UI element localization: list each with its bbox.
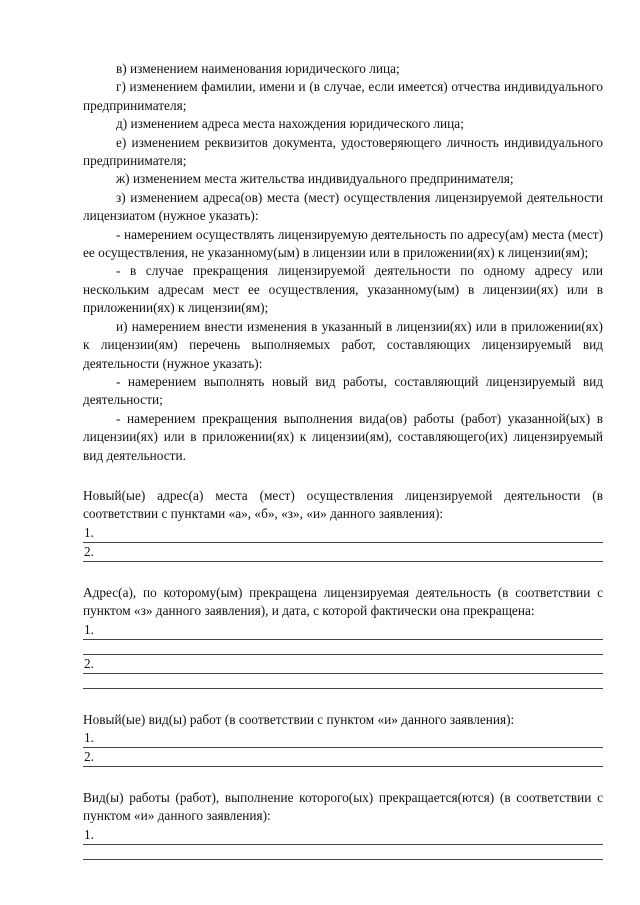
item-i-sub-2: - намерением прекращения выполнения вида(ов) работы (работ) указанной(ых) в лицензии(ях) или в приложении(ях) к лицензии(ям), составляющего(их) лицензируемый вид деятельности.: [83, 410, 603, 463]
new-address-field-2[interactable]: [83, 543, 603, 562]
stopped-address-field-1[interactable]: [83, 621, 603, 640]
item-z: з) изменением адреса(ов) места (мест) осуществления лицензируемой деятельности лицензиатом (нужное указать):: [83, 189, 603, 224]
item-g: г) изменением фамилии, имени и (в случае, если имеется) отчества индивидуального предпринимателя;: [83, 79, 603, 113]
new-works-title: Новый(ые) вид(ы) работ (в соответствии с пунктом «и» данного заявления):: [83, 711, 515, 727]
field-number: 2.: [84, 748, 94, 764]
stopped-address-field-2[interactable]: [83, 655, 603, 674]
field-number: 1.: [84, 524, 94, 540]
item-e: е) изменением реквизитов документа, удостоверяющего личность индивидуального предпринимателя;: [83, 134, 603, 169]
stopped-works-field-1[interactable]: [83, 826, 603, 845]
item-v: в) изменением наименования юридического лица;: [116, 61, 400, 76]
field-number: 2.: [84, 543, 94, 559]
stopped-works-field-1-cont[interactable]: [83, 845, 603, 860]
new-address-section: [83, 487, 603, 562]
stopped-address-section: [83, 584, 603, 689]
item-z-sub-2: - в случае прекращения лицензируемой деятельности по одному адресу или нескольким адресам мест ее осуществления, указанному(ым) в лицензии(ях) или в приложении(ях) к лицензии(ям);: [83, 263, 603, 316]
item-i-sub-1: - намерением выполнять новый вид работы, составляющий лицензируемый вид деятельности;: [83, 373, 603, 408]
item-zh: ж) изменением места жительства индивидуального предпринимателя;: [116, 171, 514, 187]
item-i: и) намерением внести изменения в указанный в лицензии(ях) или в приложении(ях) к лицензии(ям) перечень выполняемых работ, составляющих лицензируемый вид деятельности (нужное указать):: [83, 318, 603, 371]
new-address-field-1[interactable]: [83, 524, 603, 543]
stopped-address-title: Адрес(а), по которому(ым) прекращена лицензируемая деятельность (в соответствии с пунктом «з» данного заявления), и дата, с которой фактически она прекращена:: [83, 584, 603, 619]
document-content: [83, 60, 603, 860]
new-works-field-2[interactable]: [83, 748, 603, 767]
new-address-title: Новый(ые) адрес(а) места (мест) осуществления лицензируемой деятельности (в соответствии с пунктами «а», «б», «з», «и» данного заявления):: [83, 487, 603, 522]
new-works-field-1[interactable]: [83, 729, 603, 748]
item-z-sub-1: - намерением осуществлять лицензируемую деятельность по адресу(ам) места (мест) ее осуществления, не указанному(ым) в лицензии или в приложении(ях) к лицензии(ям);: [83, 226, 603, 261]
stopped-address-field-1-cont[interactable]: [83, 640, 603, 655]
field-number: 1.: [84, 729, 94, 745]
stopped-works-section: [83, 789, 603, 860]
stopped-works-title: Вид(ы) работы (работ), выполнение которого(ых) прекращается(ются) (в соответствии с пунктом «и» данного заявления):: [83, 789, 603, 824]
item-d: д) изменением адреса места нахождения юридического лица;: [116, 116, 464, 132]
stopped-address-field-2-cont[interactable]: [83, 674, 603, 689]
field-number: 2.: [84, 655, 94, 671]
field-number: 1.: [84, 621, 94, 637]
new-works-section: [83, 711, 603, 767]
field-number: 1.: [84, 826, 94, 842]
